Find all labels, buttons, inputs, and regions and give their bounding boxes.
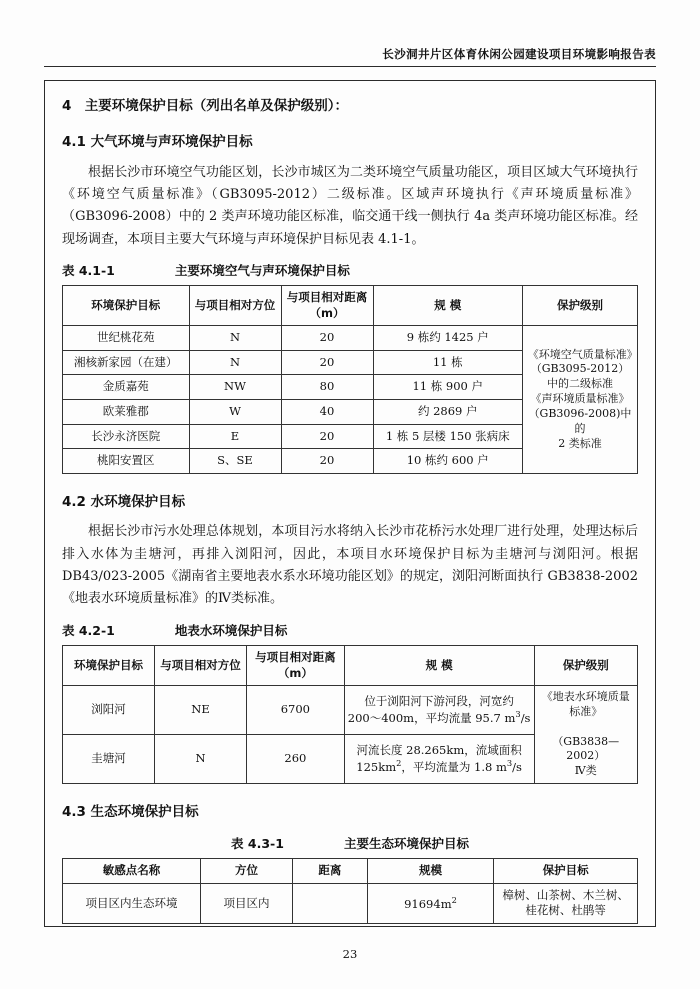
- cell-scale: 河流长度 28.265km，流域面积 $125km^2$，平均流量为 1.8 $m^3/s$: [344, 735, 534, 784]
- table-4-2-1-title: 地表水环境保护目标: [174, 622, 288, 638]
- col-header-scale: 规 模: [373, 286, 523, 326]
- col-header-distance: 与项目相对距离（m）: [281, 286, 373, 326]
- table-4-3-1-title: 主要生态环境保护目标: [343, 836, 469, 852]
- cell-scale: 位于浏阳河下游河段，河宽约 200～400m，平均流量 95.7 $m^3/s$: [344, 686, 534, 735]
- col-header-level: 保护级别: [534, 646, 638, 686]
- table-header-row: [63, 286, 638, 326]
- cell-distance: 260: [247, 735, 345, 784]
- cell-target: 欧莱雅郡: [63, 399, 190, 424]
- subsection-4-1-paragraph: 根据长沙市环境空气功能区划，长沙市城区为二类环境空气质量功能区，项目区域大气环境执行《环境空气质量标准》（GB3095-2012）二级标准。区域声环境执行《声环境质量标准》（GB3096-2008）中的 2 类声环境功能区标准，临交通干线一侧执行 4a 类声环境功能区标准。经现场调查，本项目主要大气环境与声环境保护目标见表 4.1-1。: [62, 164, 638, 247]
- col-header-target: 环境保护目标: [63, 286, 190, 326]
- cell-scale: $91694m^2$: [367, 883, 494, 923]
- cell-target: 桃阳安置区: [63, 449, 190, 474]
- cell-protection-target: 樟树、山茶树、木兰树、 桂花树、杜鹃等: [494, 883, 638, 923]
- col-header-distance: 距离: [293, 859, 368, 884]
- col-header-target: 环境保护目标: [63, 646, 155, 686]
- cell-scale: 1 栋 5 层楼 150 张病床: [373, 424, 523, 449]
- table-header-row: [63, 646, 638, 686]
- col-header-scale: 规 模: [344, 646, 534, 686]
- cell-distance: 80: [281, 375, 373, 400]
- cell-direction: NE: [155, 686, 247, 735]
- subsection-4-1-heading: 4.1 大气环境与声环境保护目标: [62, 133, 253, 150]
- table-air-noise-targets: [62, 285, 638, 473]
- cell-target: 世纪桃花苑: [63, 326, 190, 351]
- table-row: [63, 686, 638, 735]
- cell-distance: 20: [281, 350, 373, 375]
- col-header-distance: 与项目相对距离（m）: [247, 646, 345, 686]
- cell-direction: N: [155, 735, 247, 784]
- table-4-2-1-label: 表 4.2-1: [62, 622, 115, 638]
- table-4-3-1-caption: [62, 834, 638, 854]
- cell-distance: 40: [281, 399, 373, 424]
- col-header-sensitive-point: 敏感点名称: [63, 859, 201, 884]
- cell-distance: 20: [281, 326, 373, 351]
- cell-distance: [293, 883, 368, 923]
- document-content: [62, 96, 638, 924]
- table-ecology-targets: [62, 858, 638, 924]
- table-row: [63, 883, 638, 923]
- cell-scale: 11 栋 900 户: [373, 375, 523, 400]
- table-4-1-1-title: 主要环境空气与声环境保护目标: [174, 263, 350, 279]
- table-row: [63, 326, 638, 351]
- col-header-direction: 方位: [201, 859, 293, 884]
- section-title: 主要环境保护目标（列出名单及保护级别）：: [84, 98, 348, 114]
- cell-scale: 10 栋约 600 户: [373, 449, 523, 474]
- cell-direction: E: [189, 424, 281, 449]
- col-header-direction: 与项目相对方位: [155, 646, 247, 686]
- table-4-3-1-label: 表 4.3-1: [231, 836, 284, 852]
- cell-direction: N: [189, 326, 281, 351]
- cell-distance: 20: [281, 424, 373, 449]
- cell-target: 浏阳河: [63, 686, 155, 735]
- page-number: 23: [342, 947, 358, 961]
- subsection-4-2-heading: 4.2 水环境保护目标: [62, 493, 186, 510]
- cell-direction: 项目区内: [201, 883, 293, 923]
- col-header-scale: 规模: [367, 859, 494, 884]
- cell-direction: NW: [189, 375, 281, 400]
- table-header-row: [63, 859, 638, 884]
- col-header-direction: 与项目相对方位: [189, 286, 281, 326]
- col-header-level: 保护级别: [523, 286, 638, 326]
- cell-distance: 6700: [247, 686, 345, 735]
- table-4-1-1-label: 表 4.1-1: [62, 263, 115, 279]
- subsection-4-2-paragraph: 根据长沙市污水处理总体规划，本项目污水将纳入长沙市花桥污水处理厂进行处理，处理达标后排入水体为圭塘河，再排入浏阳河，因此，本项目水环境保护目标为圭塘河与浏阳河。根据 DB43/023-2005《湖南省主要地表水系水环境功能区划》的规定，浏阳河断面执行 GB3838-2002《地表水环境质量标准》的Ⅳ类标准。: [62, 524, 638, 607]
- cell-target: 长沙永济医院: [63, 424, 190, 449]
- subsection-4-3-heading: 4.3 生态环境保护目标: [62, 804, 199, 821]
- cell-direction: N: [189, 350, 281, 375]
- table-4-1-1-caption: [62, 261, 638, 281]
- cell-target: 圭塘河: [63, 735, 155, 784]
- col-header-target: 保护目标: [494, 859, 638, 884]
- cell-distance: 20: [281, 449, 373, 474]
- cell-direction: W: [189, 399, 281, 424]
- cell-direction: S、SE: [189, 449, 281, 474]
- cell-protection-level: 《环境空气质量标准》（GB3095-2012）中的二级标准 《声环境质量标准》（GB3096-2008)中的 2 类标准: [523, 326, 638, 473]
- cell-target: 金质嘉苑: [63, 375, 190, 400]
- cell-scale: 11 栋: [373, 350, 523, 375]
- section-number: 4: [62, 98, 72, 114]
- cell-scale: 9 栋约 1425 户: [373, 326, 523, 351]
- header-divider: [44, 66, 656, 67]
- table-surface-water-targets: [62, 645, 638, 784]
- cell-scale: 约 2869 户: [373, 399, 523, 424]
- cell-target: 湘核新家园（在建）: [63, 350, 190, 375]
- running-header: 长沙洞井片区体育休闲公园建设项目环境影响报告表: [382, 47, 656, 61]
- section-heading: [62, 96, 638, 118]
- cell-protection-level: 《地表水环境质量标准》 （GB3838—2002） Ⅳ类: [534, 686, 638, 784]
- cell-sensitive-point: 项目区内生态环境: [63, 883, 201, 923]
- table-4-2-1-caption: [62, 621, 638, 641]
